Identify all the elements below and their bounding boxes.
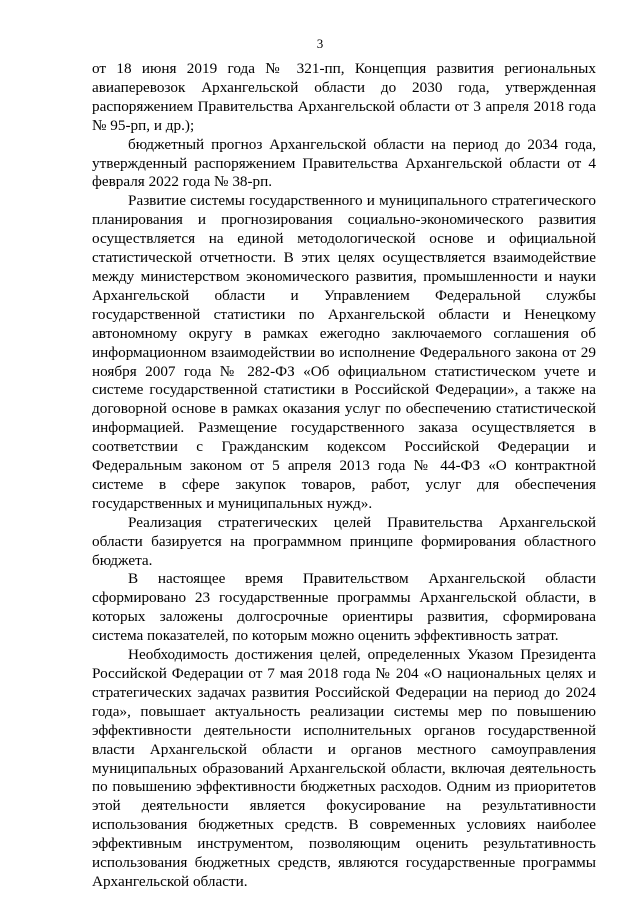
document-body bbox=[92, 60, 596, 892]
paragraph-strategic-planning: Развитие системы государственного и муниципального стратегического планирования и прогнозирования социально-экономического развития осуществляется на единой методологической основе и официальной статистической отчетности. В этих целях осуществляется взаимодействие между министерством экономического развития, промышленности и науки Архангельской области и Управлением Федеральной службы государственной статистики по Архангельской области и Ненецкому автономному округу в рамках ежегодно заключаемого соглашения об информационном взаимодействии во исполнение Федерального закона от 29 ноября 2007 года № 282-ФЗ «Об официальном статистическом учете и системе государственной статистики в Российской Федерации», а также на договорной основе в рамках оказания услуг по обеспечению статистической информацией. Размещение государственного заказа осуществляется в соответствии с Гражданским кодексом Российской Федерации и Федеральным законом от 5 апреля 2013 года № 44-ФЗ «О контрактной системе в сфере закупок товаров, работ, услуг для обеспечения государственных и муниципальных нужд». bbox=[92, 192, 596, 512]
page-number: 3 bbox=[316, 36, 324, 51]
paragraph-continuation: от 18 июня 2019 года № 321-пп, Концепция развития региональных авиаперевозок Архангельской области до 2030 года, утвержденная распоряжением Правительства Архангельской области от 3 апреля 2018 года № 95-рп, и др.); bbox=[92, 60, 596, 134]
paragraph-national-goals: Необходимость достижения целей, определенных Указом Президента Российской Федерации от 7 мая 2018 года № 204 «О национальных целях и стратегических задачах развития Российской Федерации на период до 2024 года», повышает актуальность реализации системы мер по повышению эффективности деятельности исполнительных органов государственной власти Архангельской области и органов местного самоуправления муниципальных образований Архангельской области, включая деятельность по повышению эффективности бюджетных расходов. Одним из приоритетов этой деятельности является фокусирование на результативности использования бюджетных средств. В современных условиях наиболее эффективным инструментом, позволяющим оценить результативность использования бюджетных средств, являются государственные программы Архангельской области. bbox=[92, 646, 596, 890]
paragraph-budget-forecast: бюджетный прогноз Архангельской области на период до 2034 года, утвержденный распоряжением Правительства Архангельской области от 4 февраля 2022 года № 38-рп. bbox=[92, 135, 596, 191]
paragraph-state-programs: В настоящее время Правительством Архангельской области сформировано 23 государственные программы Архангельской области, в которых заложены долгосрочные ориентиры развития, сформирована система показателей, по которым можно оценить эффективность затрат. bbox=[92, 570, 596, 645]
paragraph-program-principle: Реализация стратегических целей Правительства Архангельской области базируется на программном принципе формирования областного бюджета. bbox=[92, 513, 596, 569]
